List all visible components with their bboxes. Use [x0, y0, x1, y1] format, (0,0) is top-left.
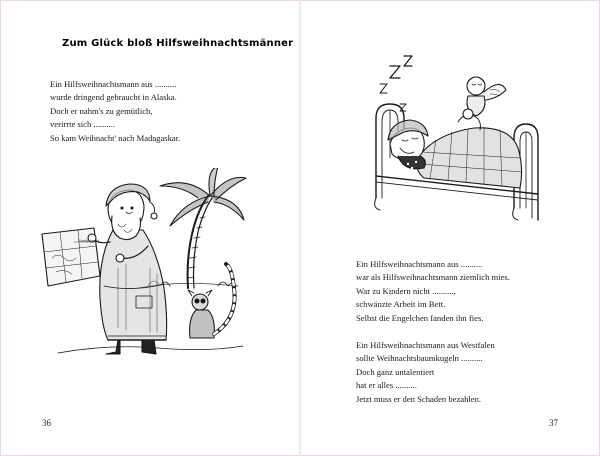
book-gutter [299, 0, 301, 456]
right-stanza-2 [356, 339, 495, 406]
stanza-line: verirrte sich .......... [50, 119, 115, 130]
page-number-right: 37 [549, 418, 558, 428]
stanza-line: hat er alles .......... [356, 380, 417, 391]
page-title: Zum Glück bloß Hilfsweihnachtsmänner [62, 38, 294, 49]
stanza-line: Ein Hilfsweihnachtsmann aus .......... [50, 79, 177, 89]
stanza-line: sollte Weihnachtsbaumkugeln .......... [356, 353, 483, 364]
stanza-line: Ein Hilfsweihnachtsmann aus .......... [356, 259, 483, 269]
sleeping-santa-illustration [364, 48, 550, 226]
stanza-line: schwänzte Arbeit im Bett. [356, 299, 446, 310]
stanza-line: Selbst die Engelchen fanden ihn fies. [356, 312, 484, 323]
stanza-line: Doch er nahm's zu gemütlich, [50, 105, 153, 116]
right-stanza-1 [356, 258, 510, 325]
page-number-left: 36 [42, 418, 51, 428]
map-label: Stadtplan N [78, 238, 99, 243]
stanza-line: war als Hilfsweihnachtsmann ziemlich mies. [356, 272, 510, 283]
left-stanza [50, 78, 180, 145]
stanza-line: Doch ganz untalentiert [356, 366, 435, 377]
stanza-line: Ein Hilfsweihnachtsmann aus Westfalen [356, 340, 495, 350]
stanza-line: Jetzt muss er den Schaden bezahlen. [356, 393, 482, 404]
stanza-line: War zu Kindern nicht .........., [356, 285, 456, 296]
santa-madagascar-illustration [38, 168, 248, 363]
stanza-line: wurde dringend gebraucht in Alaska. [50, 92, 177, 103]
stanza-line: So kam Weihnacht' nach Madagaskar. [50, 132, 181, 143]
